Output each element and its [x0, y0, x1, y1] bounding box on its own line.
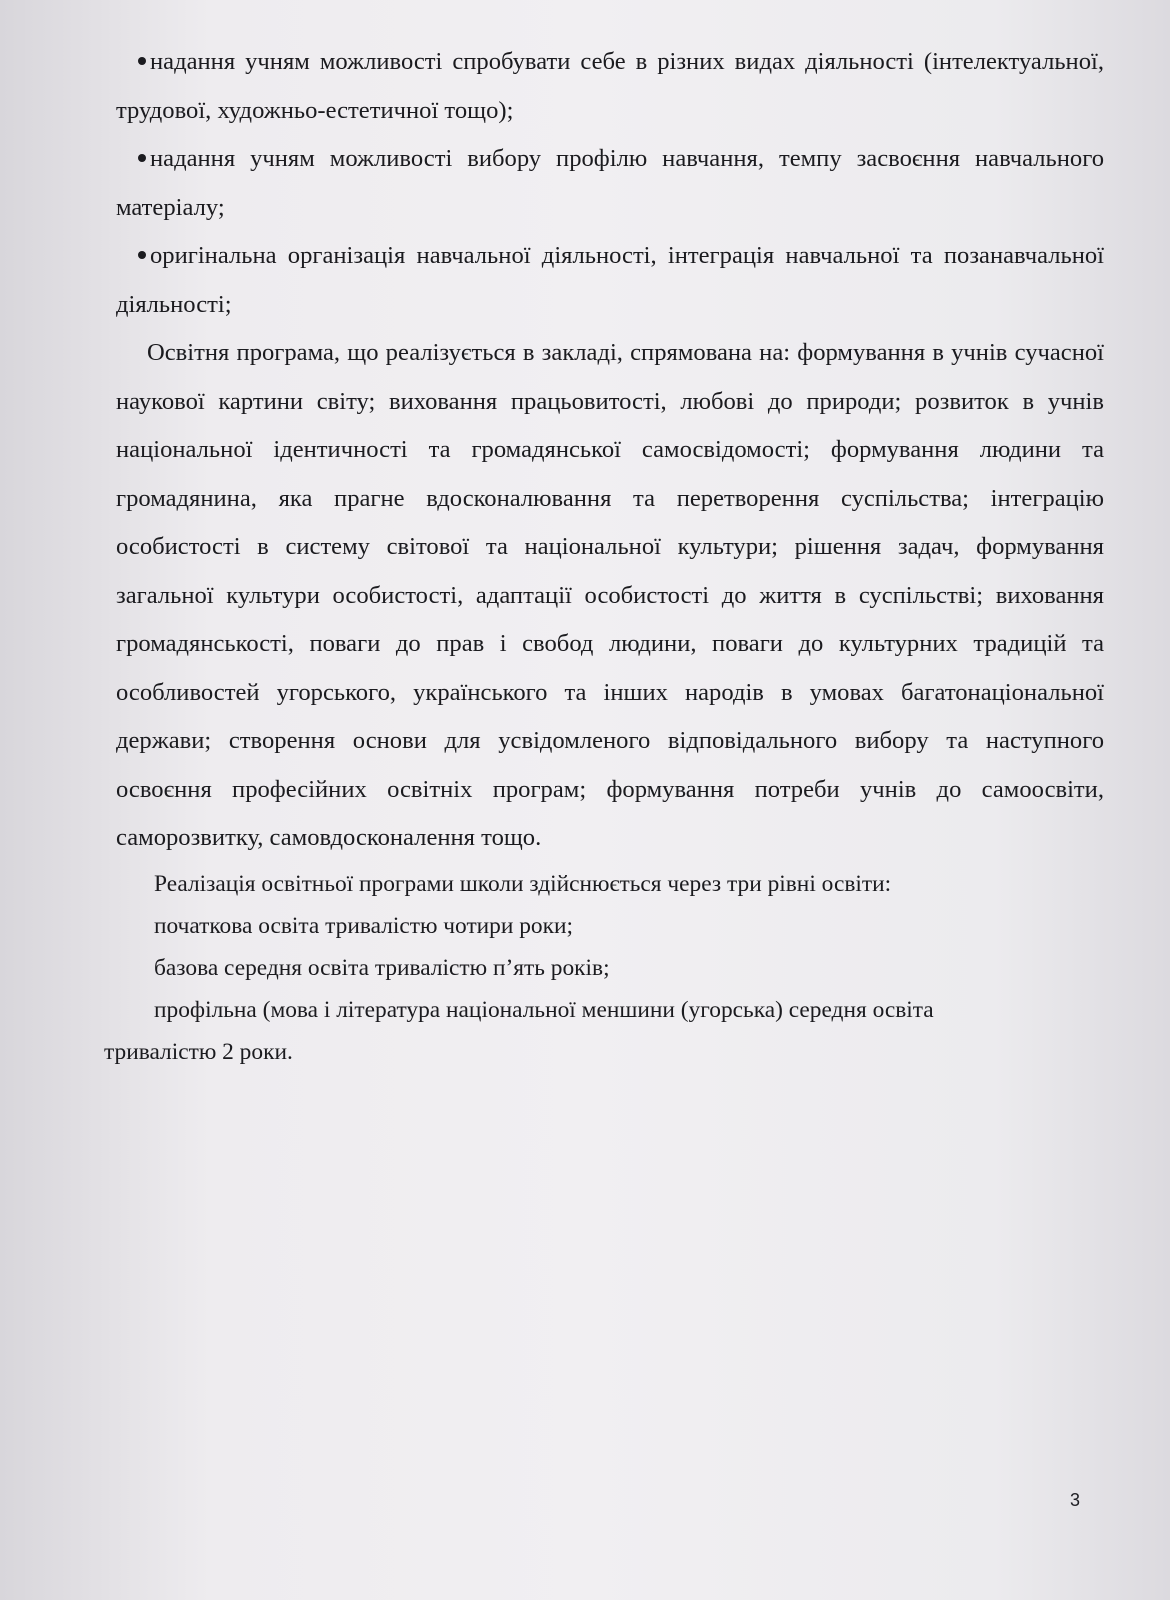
education-level-primary: початкова освіта тривалістю чотири роки;: [154, 912, 574, 939]
education-level-profile: профільна (мова і література національної меншини (угорська) середня освіта тривалістю 2 роки.: [104, 996, 934, 1065]
bullet-item-activity-types: надання учням можливості спробувати себе в різних видах діяльності (інтелектуальної, трудової, художньо-естетичної тощо);: [116, 48, 1104, 124]
bullet-dot-icon: [138, 154, 146, 162]
bullet-dot-icon: [138, 57, 146, 65]
education-levels-intro: Реалізація освітньої програми школи здійснюється через три рівні освіти:: [154, 870, 892, 897]
bullet-item-organization: оригінальна організація навчальної діяльності, інтеграція навчальної та позанавчальної діяльності;: [116, 242, 1104, 318]
education-level-basic: базова середня освіта тривалістю п’ять років;: [154, 954, 610, 981]
page-number: 3: [1070, 1490, 1081, 1510]
bullet-item-profile-choice: надання учням можливості вибору профілю навчання, темпу засвоєння навчального матеріалу;: [116, 145, 1104, 221]
bullet-dot-icon: [138, 251, 146, 259]
page-body-text: [104, 38, 1104, 1073]
program-paragraph: Освітня програма, що реалізується в закладі, спрямована на: формування в учнів сучасної наукової картини світу; виховання працьовитості, любові до природи; розвиток в учнів національної ідентичності та громадянської самосвідомості; формування людини та громадянина, яка прагне вдосконалювання та перетворення суспільства; інтеграцію особистості в систему світової та національної культури; рішення задач, формування загальної культури особистості, адаптації особистості до життя в суспільстві; виховання громадянськості, поваги до прав і свобод людини, поваги до культурних традицій та особливостей угорського, українського та інших народів в умовах багатонаціональної держави; створення основи для усвідомленого відповідального вибору та наступного освоєння професійних освітніх програм; формування потреби учнів до самоосвіти, саморозвитку, самовдосконалення тощо.: [116, 339, 1104, 851]
